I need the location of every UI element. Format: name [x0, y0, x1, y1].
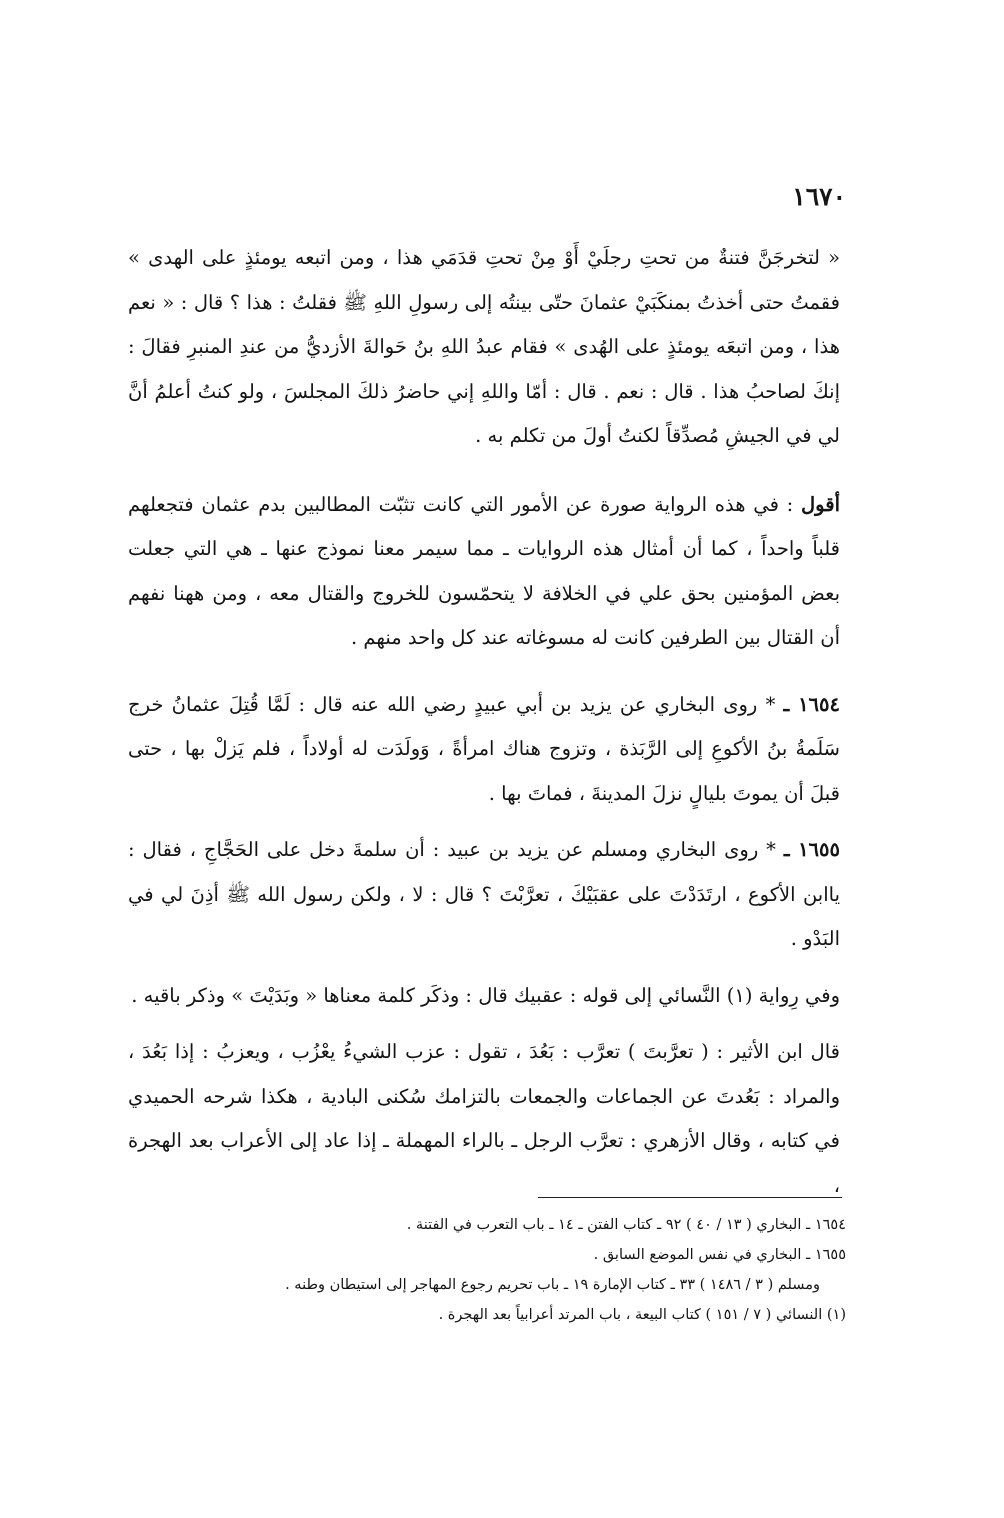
paragraph-ibn-athir-commentary: قال ابن الأثير : ( تعرَّبتَ ) تعرَّب : بَعُدَ ، تقول : عزب الشيءُ يعْزُب ، ويعزبُ : إذا بَعُدَ ، والمراد : بَعُدتَ عن الجماعات والجمعات بالتزامك سُكنى البادية ، هكذا شرحه الحميدي في كتابه ، وقال الأزهري : تعرَّب الرجل ـ بالراء المهملة ـ إذا عاد إلى الأعراب بعد الهجرة ،	[128, 1040, 840, 1197]
paragraph-author-comment	[128, 483, 840, 661]
paragraph-nasai-narration: وفي رِواية (١) النَّسائي إلى قوله : عقبيك قال : وذكَر كلمة معناها « وبَدَيْتَ » وذكر باقيه .	[131, 983, 840, 1007]
hadith-number: ١٦٥٥ ـ	[783, 838, 840, 861]
main-text	[128, 236, 840, 1220]
paragraph-hadith-1654	[128, 683, 840, 817]
footnote-nasai: (١) النسائي ( ٧ / ١٥١ ) كتاب البيعة ، باب المرتد أعرابياً بعد الهجرة .	[438, 1307, 846, 1323]
hadith-text: * روى البخاري عن يزيد بن أبي عبيدٍ رضي الله عنه قال : لَمَّا قُتِلَ عثمانُ خرج سَلَمةُ بنُ الأكوعِ إلى الرَّبَذة ، وتزوج هناك امرأةً ، وَولَدَت له أولاداً ، فلم يَزلْ بها ، حتى قبلَ أن يموتَ بليالٍ نزلَ المدينةَ ، فماتَ بها .	[128, 692, 840, 805]
footnote-1655: ١٦٥٥ ـ البخاري في نفس الموضع السابق .	[593, 1247, 846, 1263]
paragraph-hadith-1655	[128, 828, 840, 962]
comment-lead-word: أقول	[801, 492, 840, 516]
hadith-number: ١٦٥٤ ـ	[783, 692, 840, 716]
footnote-muslim: ومسلم ( ٣ / ١٤٨٦ ) ٣٣ ـ كتاب الإمارة ١٩ ـ باب تحريم رجوع المهاجر إلى استيطان وطنه .	[285, 1277, 820, 1293]
page-number: ١٦٧٠	[792, 182, 846, 211]
comment-text: : في هذه الرواية صورة عن الأمور التي كانت تثبّت المطالبين بدم عثمان فتجعلهم قلباً واحداً ، كما أن أمثال هذه الروايات ـ مما سيمر معنا نموذج عنها ـ هي التي جعلت بعض المؤمنين بحق علي في الخلافة لا يتحمّسون للخروج والقتال معه ، ومن ههنا نفهم أن القتال بين الطرفين كانت له مسوغاته عند كل واحد منهم .	[128, 492, 840, 649]
footnotes	[134, 1210, 846, 1330]
footnote-divider	[538, 1197, 842, 1198]
footnote-1654: ١٦٥٤ ـ البخاري ( ١٣ / ٤٠ ) ٩٢ ـ كتاب الفتن ـ ١٤ ـ باب التعرب في الفتنة .	[406, 1217, 846, 1233]
paragraph-hadith-continuation: « لتخرجَنَّ فتنةٌ من تحتِ رجلَيْ أَوْ مِنْ تحتِ قدَمَي هذا ، ومن اتبعه يومئذٍ على الهدى » فقمتُ حتى أخذتُ بمنكَبَيْ عثمانَ حتّى بينتُه إلى رسولِ اللهِ ﷺ فقلتُ : هذا ؟ قال : « نعم هذا ، ومن اتبعَه يومئذٍ على الهُدى » فقام عبدُ اللهِ بنُ حَوالةَ الأزديُّ من عندِ المنبرِ فقالَ : إنكَ لصاحبُ هذا . قال : نعم . قال : أمّا واللهِ إني حاضرُ ذلكَ المجلسَ ، ولو كنتُ أعلمُ أنَّ لي في الجيشِ مُصدِّقاً لكنتُ أولَ من تكلم به .	[128, 246, 840, 447]
hadith-text: * روى البخاري ومسلم عن يزيد بن عبيد : أن سلمةَ دخل على الحَجَّاجِ ، فقال : ياابن الأكوع ، ارتَدَدْتَ على عقبَيْكَ ، تعرَّبْتَ ؟ قال : لا ، ولكن رسول الله ﷺ أذِنَ لي في البَدْو .	[128, 838, 840, 950]
